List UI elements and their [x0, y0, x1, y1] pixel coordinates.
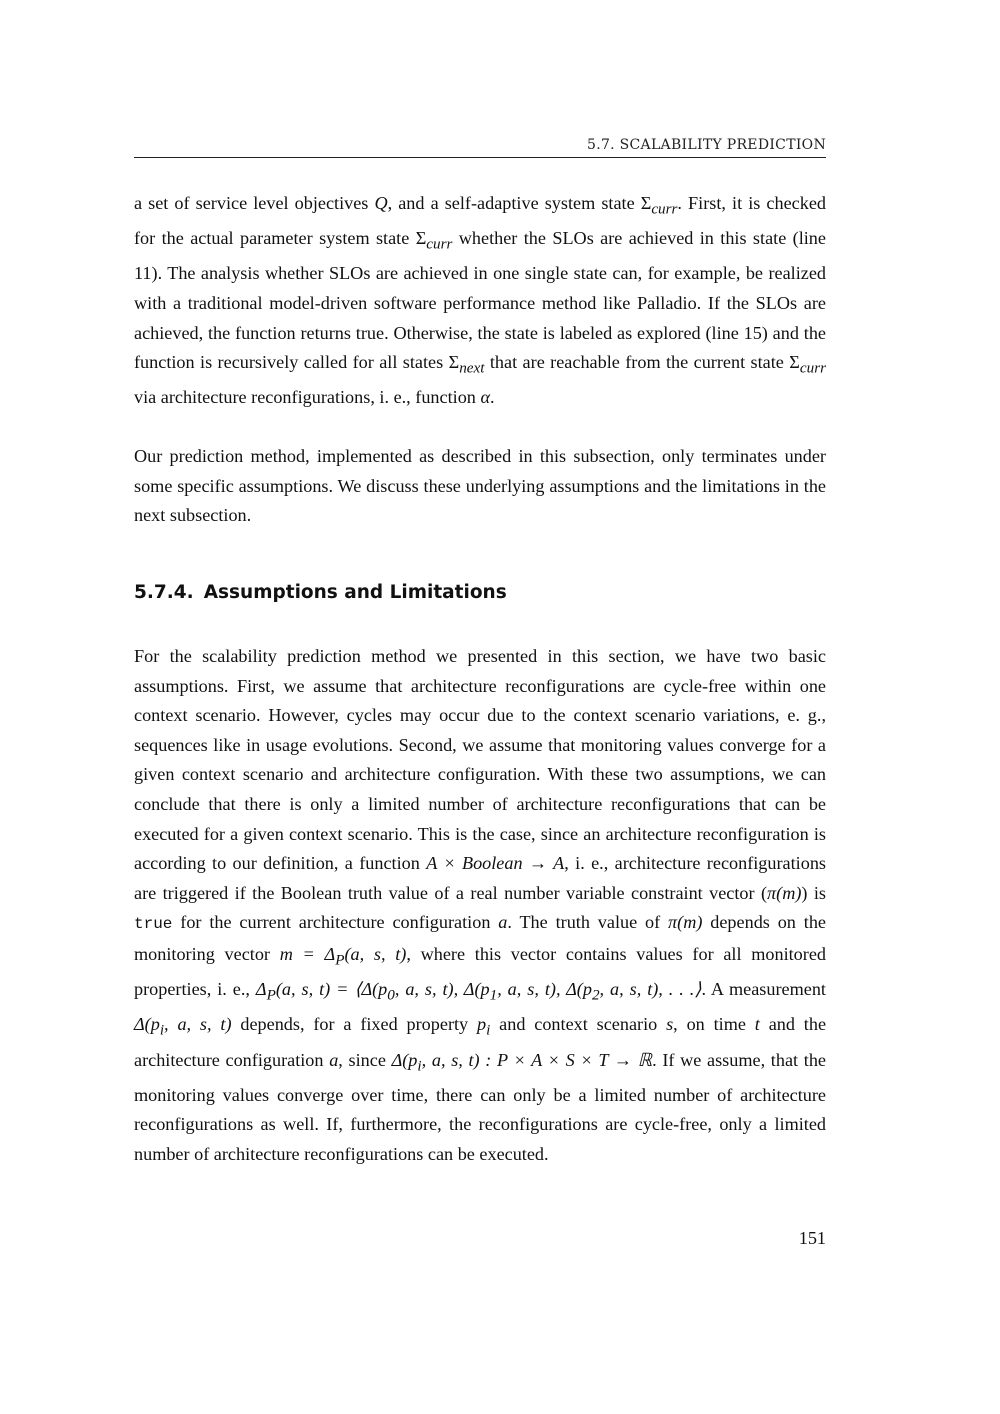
- math-sigma-curr: $\Sigma_{curr}$: [640, 193, 678, 218]
- paragraph-1: [134, 189, 826, 413]
- text-run: that are reachable from the current state: [484, 352, 790, 373]
- page-number: 151: [798, 1228, 826, 1248]
- section-number: 5.7.4.: [134, 582, 194, 603]
- math-reconfig-function: A × Boolean → A: [426, 853, 565, 874]
- text-run: , where this vector contains values for all monitored properties, i. e.,: [134, 943, 826, 1000]
- math-pi-m: π(m): [767, 882, 802, 903]
- math-t: t: [754, 1014, 760, 1035]
- keyword-true: true: [134, 915, 173, 934]
- math-delta-vector: $\Delta_P(a$, s, $t) = ⟨\Delta(p_0$, a, s, t), $\Delta(p_1$, a, s, t), $\Delta(p_2$, a, s, t), . . .⟩: [255, 979, 702, 1004]
- math-pi-m: π(m): [668, 912, 703, 933]
- text-run: ) is: [801, 882, 827, 903]
- text-run: and context scenario: [490, 1014, 667, 1035]
- math-q: Q: [374, 193, 388, 213]
- text-run: and the architecture configuration: [134, 1014, 827, 1070]
- text-run: , on time: [673, 1014, 755, 1035]
- math-alpha: α: [480, 387, 490, 408]
- math-a: a: [498, 912, 508, 933]
- text-run: For the scalability prediction method we presented in this section, we have two basic assumptions. First, we assume that architecture reconfigurations are cycle-free within one context scenario. However, cycles may occur due to the context scenario variations, e. g., sequences like in usage evolutions. Second, we assume that monitoring values converge for a given context scenario and architecture configuration. With these two assumptions, we can conclude that there is only a limited number of architecture reconfigurations that can be executed for a given context scenario. This is the case, since an architecture reconfiguration is according to our definition, a function: [134, 646, 826, 874]
- section-title: Assumptions and Limitations: [203, 582, 507, 603]
- math-sigma-curr: $\Sigma_{curr}$: [789, 352, 826, 377]
- text-run: depends on the monitoring vector: [134, 912, 826, 964]
- text-run: for the current architecture configuration: [172, 912, 499, 933]
- math-s: s: [666, 1014, 674, 1035]
- text-run: whether the SLOs are achieved in this state (line 11). The analysis whether SLOs are achieved in one single state can, for example, be realized with a traditional model-driven software performance method like Palladio. If the SLOs are achieved, the function returns true. Otherwise, the state is labeled as explored (line 15) and the function is recursively called for all states: [134, 228, 826, 373]
- running-head: 5.7. SCALABILITY PREDICTION: [586, 137, 826, 153]
- text-run: . If we assume, that the monitoring values converge over time, there can only be a limited number of architecture reconfigurations as well. If, furthermore, the reconfigurations are cycle-free, only a limited number of architecture reconfigurations can be executed.: [134, 1049, 826, 1165]
- text-run: depends, for a fixed property: [231, 1014, 477, 1035]
- section-heading: [134, 582, 826, 603]
- text-run: . A measurement: [701, 979, 826, 1000]
- paragraph-2: Our prediction method, implemented as described in this subsection, only terminates under some specific assumptions. We discuss these underlying assumptions and the limitations in the next subsection.: [134, 446, 826, 526]
- math-measurement-signature: $\Delta(p_i$, a, s, t) : P × A × S × T → ℝ: [391, 1049, 653, 1075]
- header-rule: [134, 157, 826, 158]
- text-run: .: [489, 387, 495, 408]
- text-run: via architecture reconfigurations, i. e., function: [134, 387, 481, 408]
- math-sigma-next: $\Sigma_{next}$: [448, 352, 485, 377]
- math-sigma-curr: $\Sigma_{curr}$: [415, 228, 453, 253]
- text-run: , i. e., architecture reconfigurations are triggered if the Boolean truth value of a real number variable constraint vector (: [134, 853, 826, 903]
- paragraph-3: [134, 642, 826, 1170]
- math-monitoring-vector: $m = \Delta_P(a$, s, t): [279, 943, 407, 969]
- text-run: , since: [338, 1049, 392, 1070]
- text-run: . The truth value of: [507, 912, 669, 933]
- text-run: , and a self-adaptive system state: [387, 193, 641, 213]
- text-run: . First, it is checked for the actual parameter system state: [134, 193, 826, 249]
- math-a: a: [329, 1049, 339, 1070]
- math-measurement: $\Delta(p_i$, a, s, t): [134, 1014, 232, 1040]
- math-p-i: $p_i$: [477, 1014, 491, 1040]
- text-run: a set of service level objectives: [134, 193, 375, 213]
